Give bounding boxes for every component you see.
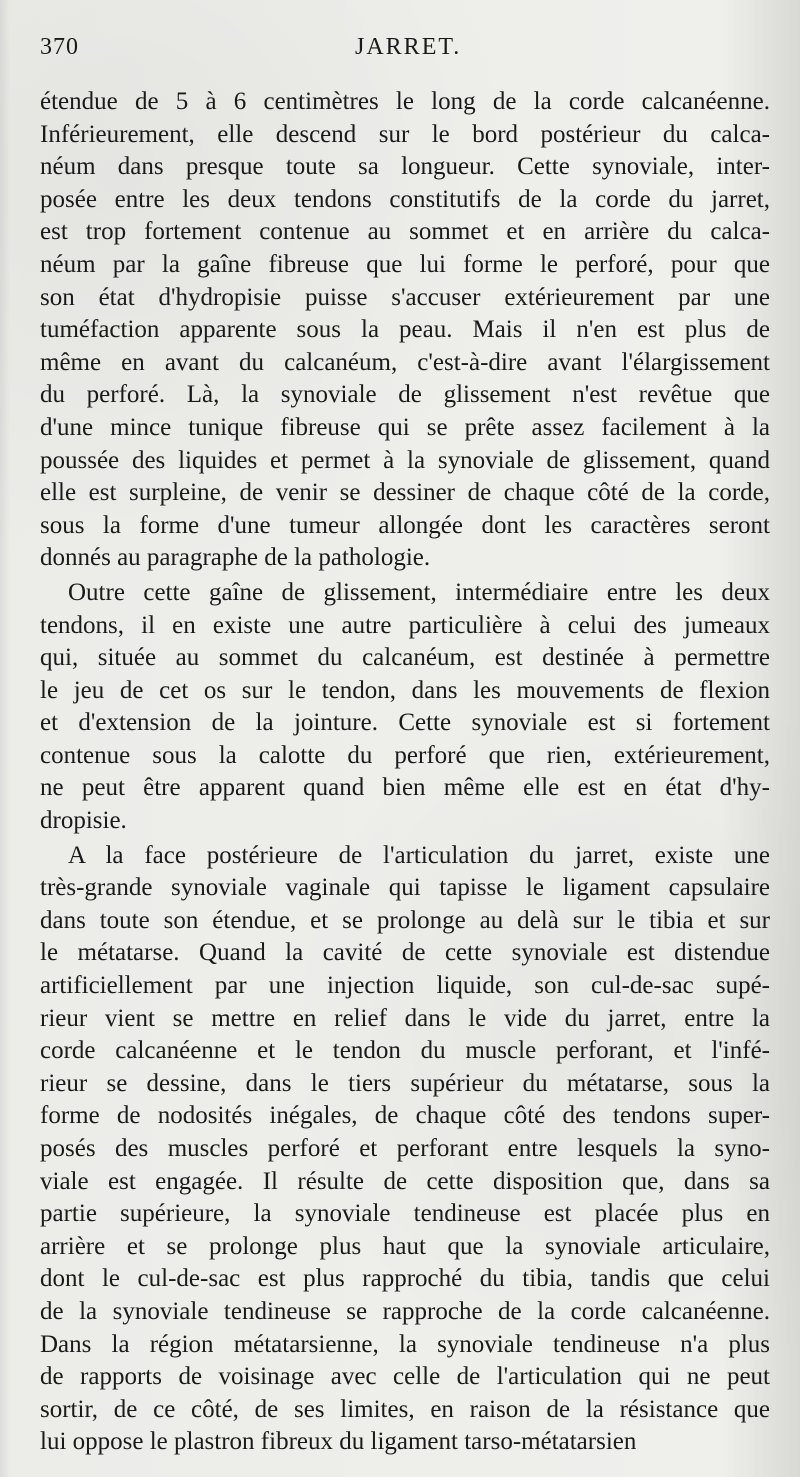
text-line: est trop fortement contenue au sommet et en arrière du calca- xyxy=(40,218,770,246)
text-line: néum dans presque toute sa longueur. Cette synoviale, inter- xyxy=(40,153,770,181)
text-line: sous la forme d'une tumeur allongée dont les caractères seront xyxy=(40,511,770,539)
text-line: contenue sous la calotte du perforé que rien, extérieurement, xyxy=(40,741,770,769)
text-line: arrière et se prolonge plus haut que la synoviale articulaire, xyxy=(40,1232,770,1260)
running-head xyxy=(40,26,770,70)
text-line: dans toute son étendue, et se prolonge au delà sur le tibia et sur xyxy=(40,906,770,934)
text-line: donnés au paragraphe de la pathologie. xyxy=(40,544,431,572)
text-line: de rapports de voisinage avec celle de l'articulation qui ne peut xyxy=(40,1363,770,1391)
text-line: posée entre les deux tendons constitutifs de la corde du jarret, xyxy=(40,185,770,213)
text-block xyxy=(40,86,770,1459)
page-number: 370 xyxy=(40,34,79,60)
text-line: néum par la gaîne fibreuse que lui forme le perforé, pour que xyxy=(40,250,770,278)
text-line: d'une mince tunique fibreuse qui se prête assez facilement à la xyxy=(40,413,770,441)
text-line: dropisie. xyxy=(40,807,127,835)
text-line: artificiellement par une injection liquide, son cul-de-sac supé- xyxy=(40,972,770,1000)
text-line: et d'extension de la jointure. Cette synoviale est si fortement xyxy=(40,709,770,737)
text-line: A la face postérieure de l'articulation du jarret, existe une xyxy=(68,841,770,869)
text-line: très-grande synoviale vaginale qui tapisse le ligament capsulaire xyxy=(40,874,770,902)
text-line: Dans la région métatarsienne, la synoviale tendineuse n'a plus xyxy=(40,1330,770,1358)
text-line: tendons, il en existe une autre particulière à celui des jumeaux xyxy=(40,611,770,639)
text-line: poussée des liquides et permet à la synoviale de glissement, quand xyxy=(40,446,770,474)
running-title: JARRET. xyxy=(355,34,462,60)
text-line: elle est surpleine, de venir se dessiner de chaque côté de la corde, xyxy=(40,479,770,507)
text-line: sortir, de ce côté, de ses limites, en raison de la résistance que xyxy=(40,1395,770,1423)
text-line: Inférieurement, elle descend sur le bord postérieur du calca- xyxy=(40,120,770,148)
text-line: Outre cette gaîne de glissement, intermédiaire entre les deux xyxy=(68,578,770,606)
text-line: de la synoviale tendineuse se rapproche de la corde calcanéenne. xyxy=(40,1297,770,1325)
text-line: le jeu de cet os sur le tendon, dans les mouvements de flexion xyxy=(40,676,770,704)
paragraph-3 xyxy=(40,840,770,1459)
paragraph-1 xyxy=(40,86,770,575)
text-line: corde calcanéenne et le tendon du muscle perforant, et l'infé- xyxy=(40,1037,770,1065)
text-line: tuméfaction apparente sous la peau. Mais il n'en est plus de xyxy=(40,316,770,344)
text-line: posés des muscles perforé et perforant entre lesquels la syno- xyxy=(40,1135,770,1162)
text-line: rieur se dessine, dans le tiers supérieur du métatarse, sous la xyxy=(40,1069,770,1097)
text-line: dont le cul-de-sac est plus rapproché du tibia, tandis que celui xyxy=(40,1265,770,1293)
text-line: le métatarse. Quand la cavité de cette synoviale est distendue xyxy=(40,939,770,967)
text-line: du perforé. Là, la synoviale de glissement n'est revêtue que xyxy=(40,381,770,409)
text-line: viale est engagée. Il résulte de cette disposition que, dans sa xyxy=(40,1167,770,1195)
text-line: rieur vient se mettre en relief dans le vide du jarret, entre la xyxy=(40,1004,770,1032)
text-line: étendue de 5 à 6 centimètres le long de la corde calcanéenne. xyxy=(40,88,770,115)
text-line: forme de nodosités inégales, de chaque côté des tendons super- xyxy=(40,1102,770,1130)
text-line: même en avant du calcanéum, c'est-à-dire avant l'élargissement xyxy=(40,348,770,376)
text-line: son état d'hydropisie puisse s'accuser extérieurement par une xyxy=(40,283,770,311)
text-line: ne peut être apparent quand bien même elle est en état d'hy- xyxy=(40,774,770,802)
text-line: partie supérieure, la synoviale tendineuse est placée plus en xyxy=(40,1200,770,1228)
paragraph-2 xyxy=(40,577,770,838)
text-line: qui, située au sommet du calcanéum, est destinée à permettre xyxy=(40,644,770,672)
text-line: lui oppose le plastron fibreux du ligament tarso-métatarsien xyxy=(40,1428,637,1456)
